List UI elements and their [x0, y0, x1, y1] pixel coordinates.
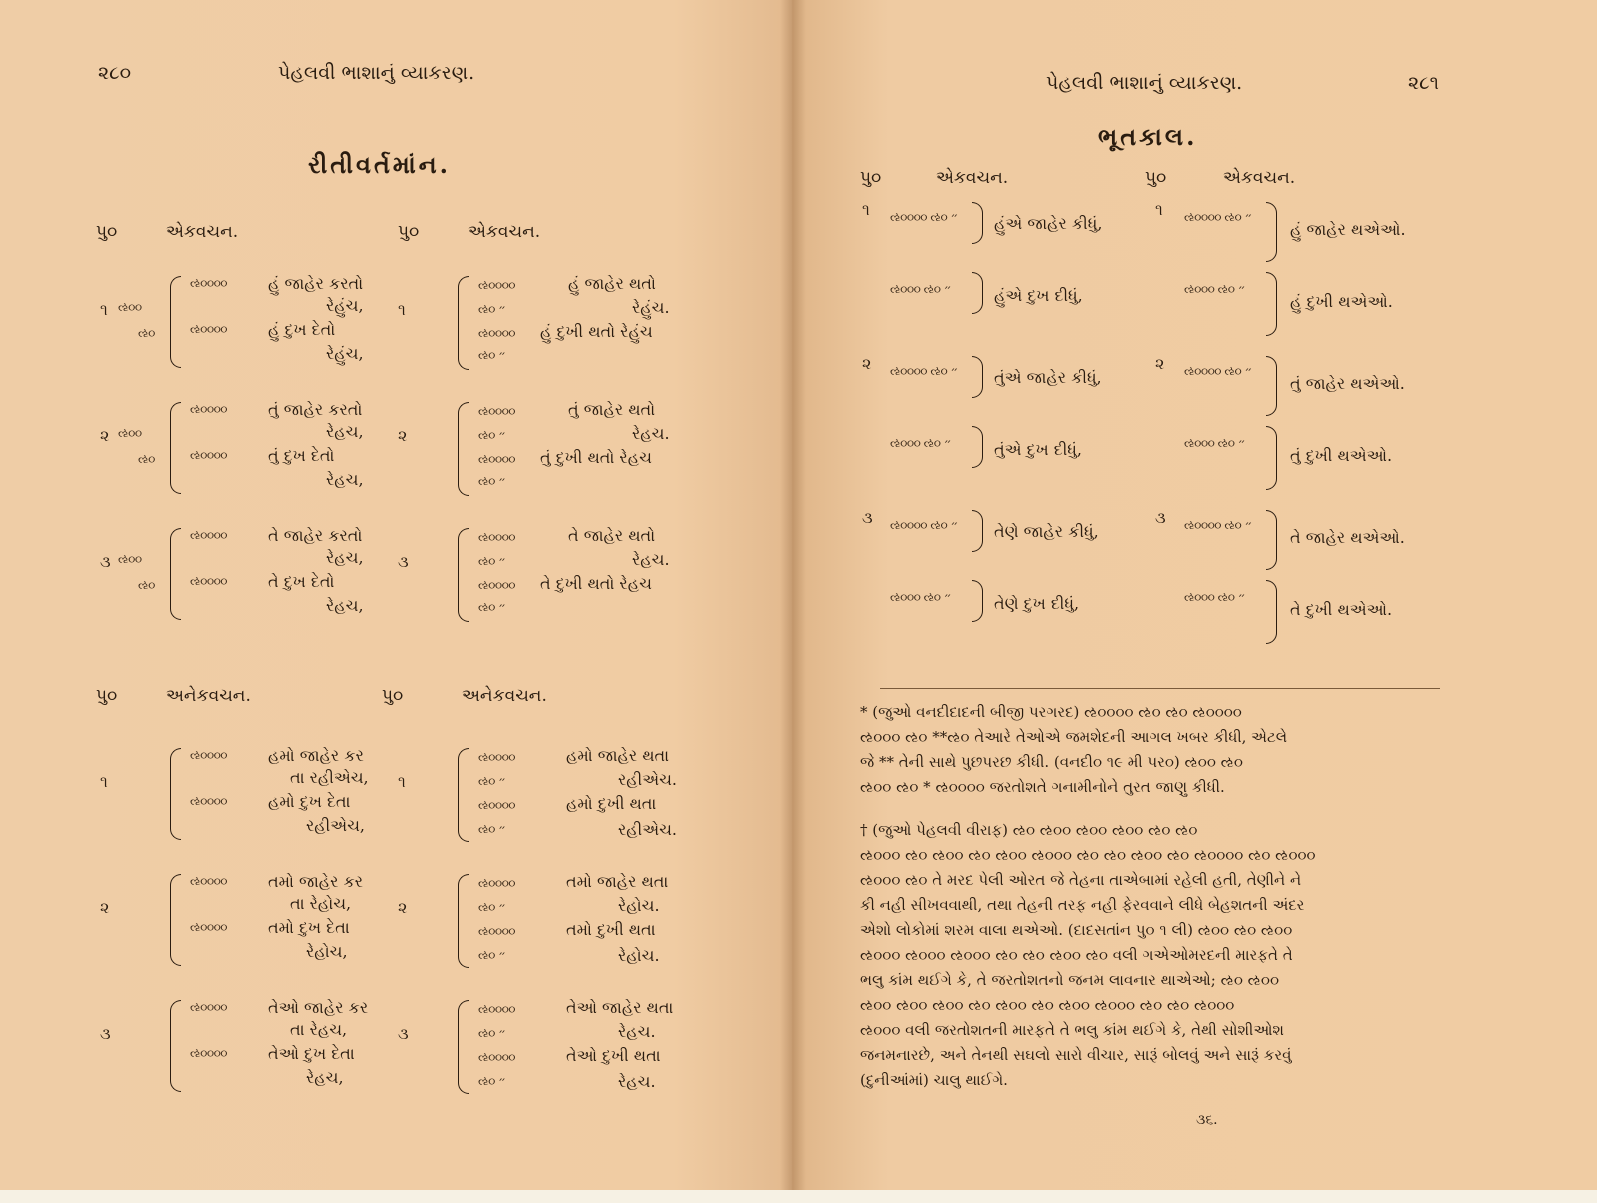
gujarati-gloss: રહીએચ.: [618, 770, 677, 789]
pahlavi-verb: ઌ૦૦૦ ઌ૦ ״: [890, 282, 951, 296]
number-label: એકવચન.: [936, 168, 1009, 188]
pahlavi-pronoun: ઌ૦૦: [118, 552, 142, 566]
pahlavi-pronoun: ઌ૦: [138, 326, 155, 340]
footnote-rule: [880, 688, 1440, 689]
gujarati-gloss: રેહચ.: [618, 1022, 656, 1041]
right-running-head: પેહલવી ભાશાનું વ્યાકરણ.: [1046, 72, 1243, 94]
pahlavi-verb: ઌ૦૦૦૦: [190, 574, 228, 588]
gujarati-gloss: તેણે દુખ દીધું,: [994, 594, 1080, 613]
ditto-mark: ઌ૦ ״: [478, 600, 506, 614]
brace: [170, 748, 181, 840]
gujarati-gloss: તુંએ જાહેર કીધું,: [994, 368, 1102, 387]
person-number: ૩: [862, 508, 873, 527]
gujarati-gloss: હમો દુખી થતા: [566, 794, 657, 813]
pahlavi-verb: ઌ૦૦૦૦ ઌ૦ ״: [890, 364, 958, 378]
person-label: પુ૦: [96, 222, 118, 242]
gujarati-gloss: તેઓ જાહેર કર: [268, 998, 369, 1017]
gujarati-gloss: તેઓ દુખી થતા: [566, 1046, 661, 1065]
pahlavi-pronoun: ઌ૦૦: [118, 426, 142, 440]
pahlavi-pronoun: ઌ૦૦: [118, 300, 142, 314]
brace: [170, 1000, 181, 1092]
gujarati-gloss: હું જાહેર કરતો: [268, 274, 364, 293]
ditto-mark: ઌ૦ ״: [478, 900, 506, 914]
person-label: પુ૦: [860, 168, 882, 188]
left-plural-heading-2: [382, 686, 547, 706]
pahlavi-verb: ઌ૦૦૦૦: [478, 530, 516, 544]
person-number: ૧: [398, 772, 406, 791]
person-number: ૧: [100, 772, 108, 791]
person-number: ૩: [100, 552, 111, 571]
gujarati-gloss: તમો દુખ દેતા: [268, 918, 350, 937]
gujarati-gloss: હમો જાહેર કર: [268, 746, 364, 765]
person-number: ૧: [398, 300, 406, 319]
pahlavi-verb: ઌ૦૦૦૦: [478, 278, 516, 292]
number-label: એકવચન.: [468, 222, 541, 242]
gujarati-gloss: રેહોચ.: [618, 896, 660, 915]
pahlavi-verb: ઌ૦૦૦ ઌ૦ ״: [890, 590, 951, 604]
person-label: પુ૦: [382, 686, 404, 706]
ditto-mark: ઌ૦ ״: [478, 348, 506, 362]
ditto-mark: ઌ૦ ״: [478, 948, 506, 962]
pahlavi-verb: ઌ૦૦૦૦ ઌ૦ ״: [890, 518, 958, 532]
brace: [1266, 426, 1277, 490]
gujarati-gloss: રેહુંચ,: [326, 296, 364, 315]
pahlavi-verb: ઌ૦૦૦૦: [190, 874, 228, 888]
person-number: ૧: [1155, 200, 1163, 219]
footnote-line: ઌ૦૦૦ ઌ૦૦૦ ઌ૦૦૦ ઌ૦ ઌ૦ ઌ૦૦ ઌ૦ વલી ગએઓમરદની મારફતે તે: [860, 946, 1293, 964]
footnote-line: ઌ૦૦ ઌ૦૦ ઌ૦૦ ઌ૦ ઌ૦૦ ઌ૦ ઌ૦૦ ઌ૦૦૦ ઌ૦ ઌ૦ ઌ૦૦૦: [860, 996, 1235, 1014]
footnote-line: એશો લોકોમાં શરમ વાલા થએઓ. (દાદસતાંન પુ૦ ૧ લી) ઌ૦૦ ઌ૦ ઌ૦૦: [860, 921, 1293, 939]
footnote-line: (દુનીઆંમાં) ચાલુ થાઈગે.: [860, 1071, 1008, 1089]
pahlavi-verb: ઌ૦૦૦૦: [190, 528, 228, 542]
gujarati-gloss: હું જાહેર થએઓ.: [1290, 220, 1406, 239]
gujarati-gloss: તુંએ દુખ દીધું,: [994, 440, 1082, 459]
gujarati-gloss: તમો જાહેર કર: [268, 872, 364, 891]
pahlavi-verb: ઌ૦૦૦૦: [190, 1046, 228, 1060]
footnote-line: ઌ૦૦૦ ઌ૦ ઌ૦૦ ઌ૦ ઌ૦૦ ઌ૦૦૦ ઌ૦ ઌ૦ ઌ૦૦ ઌ૦ ઌ૦૦૦૦ ઌ૦ ઌ૦૦૦: [860, 846, 1316, 864]
person-number: ૩: [1155, 508, 1166, 527]
pahlavi-verb: ઌ૦૦૦ ઌ૦ ״: [1184, 282, 1245, 296]
brace: [1266, 510, 1277, 570]
person-number: ૧: [100, 300, 108, 319]
person-number: ૨: [398, 426, 408, 445]
brace: [458, 874, 469, 968]
person-number: ૨: [100, 426, 110, 445]
gujarati-gloss: તે જાહેર કરતો: [268, 526, 363, 545]
gujarati-gloss: રેહચ.: [618, 1072, 656, 1091]
left-singular-heading-2: [398, 222, 540, 242]
pahlavi-verb: ઌ૦૦૦૦: [190, 276, 228, 290]
pahlavi-verb: ઌ૦૦૦૦: [478, 452, 516, 466]
gujarati-gloss: રહીએચ,: [306, 816, 365, 835]
brace: [972, 580, 983, 622]
brace: [972, 356, 983, 398]
person-label: પુ૦: [398, 222, 420, 242]
gujarati-gloss: તમો જાહેર થતા: [566, 872, 669, 891]
footnote-line: † (જુઓ પેહલવી વીરાફ) ઌ૦ ઌ૦૦ ઌ૦૦ ઌ૦૦ ઌ૦ ઌ૦: [860, 821, 1198, 839]
pahlavi-verb: ઌ૦૦૦૦: [478, 1002, 516, 1016]
gujarati-gloss: તે જાહેર થતો: [568, 526, 656, 545]
ditto-mark: ઌ૦ ״: [478, 302, 506, 316]
book-spine: [780, 0, 806, 1190]
brace: [170, 874, 181, 966]
brace: [1266, 272, 1277, 336]
gujarati-gloss: રેહચ,: [326, 596, 364, 615]
gujarati-gloss: તું દુખ દેતો: [268, 446, 335, 465]
footnote-line: ઌ૦૦૦ વલી જરતોશતની મારફતે તે ભલુ કાંમ થઈગે કે, તેથી સોશીઓશ: [860, 1021, 1284, 1039]
pahlavi-verb: ઌ૦૦૦૦: [190, 748, 228, 762]
right-page-number: ૨૮૧: [1408, 72, 1439, 94]
ditto-mark: ઌ૦ ״: [478, 428, 506, 442]
footnote-dagger: [860, 818, 1450, 1093]
right-heading-col2: [1145, 168, 1295, 188]
gujarati-gloss: રેહચ.: [632, 424, 670, 443]
pahlavi-verb: ઌ૦૦૦૦ ઌ૦ ״: [890, 210, 958, 224]
pahlavi-verb: ઌ૦૦૦ ઌ૦ ״: [1184, 590, 1245, 604]
pahlavi-verb: ઌ૦૦૦૦ ઌ૦ ״: [1184, 518, 1252, 532]
gujarati-gloss: તું દુખી થતો રેહચ: [540, 448, 652, 467]
pahlavi-verb: ઌ૦૦૦૦: [190, 794, 228, 808]
pahlavi-verb: ઌ૦૦૦૦: [478, 798, 516, 812]
ditto-mark: ઌ૦ ״: [478, 554, 506, 568]
number-label: અનેકવચન.: [462, 686, 547, 706]
brace: [458, 276, 469, 370]
gujarati-gloss: રેહચ,: [326, 470, 364, 489]
brace: [170, 276, 181, 368]
brace: [1266, 356, 1277, 416]
left-section-title: રીતીવર્તમાંન.: [308, 150, 451, 179]
pahlavi-pronoun: ઌ૦: [138, 578, 155, 592]
footnote-line: ઌ૦૦૦ ઌ૦ **ઌ૦ તેઆરે તેઓએ જમશેદની આગલ ખબર કીધી, એટલે: [860, 728, 1288, 746]
person-label: પુ૦: [96, 686, 118, 706]
ditto-mark: ઌ૦ ״: [478, 1074, 506, 1088]
pahlavi-verb: ઌ૦૦૦૦: [478, 750, 516, 764]
pahlavi-verb: ઌ૦૦૦૦: [190, 920, 228, 934]
left-running-head: પેહલવી ભાશાનું વ્યાકરણ.: [278, 62, 475, 84]
brace: [458, 1000, 469, 1094]
brace: [972, 426, 983, 468]
gujarati-gloss: તું દુખી થએઓ.: [1290, 446, 1393, 465]
footnote-line: ઌ૦૦૦ ઌ૦ તે મરદ પેલી ઓરત જે તેહના તાએબામાં રહેલી હતી, તેણીને ને: [860, 871, 1302, 889]
footnote-line: ભલુ કાંમ થઈગે કે, તે જરતોશતનો જનમ લાવનાર થાએઓ; ઌ૦ ઌ૦૦: [860, 971, 1279, 989]
number-label: એકવચન.: [166, 222, 239, 242]
gujarati-gloss: તે દુખ દેતો: [268, 572, 335, 591]
gujarati-gloss: હમો દુખ દેતા: [268, 792, 351, 811]
gujarati-gloss: રેહચ,: [326, 422, 364, 441]
gujarati-gloss: હું દુખ દેતો: [268, 320, 336, 339]
gujarati-gloss: તા રહીએચ,: [290, 768, 369, 787]
gujarati-gloss: રેહોચ.: [618, 946, 660, 965]
pahlavi-verb: ઌ૦૦૦૦: [478, 924, 516, 938]
person-number: ૨: [398, 898, 408, 917]
gujarati-gloss: રહીએચ.: [618, 820, 677, 839]
pahlavi-verb: ઌ૦૦૦૦: [190, 322, 228, 336]
right-heading-col1: [860, 168, 1008, 188]
footnote-line: * (જુઓ વનદીદાદની બીજી પરગરદ) ઌ૦૦૦૦ ઌ૦ ઌ૦ ઌ૦૦૦૦: [860, 703, 1242, 721]
pahlavi-verb: ઌ૦૦૦૦: [478, 876, 516, 890]
signature-mark: ૩૬.: [1196, 1112, 1218, 1128]
person-number: ૩: [398, 1024, 409, 1043]
person-number: ૧: [862, 200, 870, 219]
person-number: ૨: [100, 898, 110, 917]
left-singular-heading-1: [96, 222, 238, 242]
brace: [458, 748, 469, 842]
person-number: ૨: [862, 354, 872, 373]
footnote-line: જનમનારછે, અને તેનથી સઘલો સારો વીચાર, સારૂં બોલવું અને સારૂં કરવું: [860, 1046, 1292, 1064]
gujarati-gloss: હું જાહેર થતો: [568, 274, 656, 293]
left-page-number: ૨૮૦: [98, 62, 132, 84]
gujarati-gloss: તેણે જાહેર કીધું,: [994, 522, 1099, 541]
brace: [972, 510, 983, 552]
brace: [458, 528, 469, 622]
footnote-line: જે ** તેની સાથે પુછપરછ કીધી. (વનદી૦ ૧૯ મી પર૦) ઌ૦૦ ઌ૦: [860, 753, 1243, 771]
gujarati-gloss: રેહુંચ.: [632, 298, 670, 317]
brace: [170, 402, 181, 494]
gujarati-gloss: હું દુખી થતો રેહુંચ: [540, 322, 653, 341]
brace: [1266, 202, 1277, 262]
gujarati-gloss: તા રેહચ,: [290, 1020, 348, 1039]
gujarati-gloss: હુંએ જાહેર કીધું,: [994, 214, 1103, 233]
gujarati-gloss: રેહચ,: [326, 548, 364, 567]
pahlavi-verb: ઌ૦૦૦૦: [478, 326, 516, 340]
gujarati-gloss: હું દુખી થએઓ.: [1290, 292, 1393, 311]
gujarati-gloss: તું જાહેર થતો: [568, 400, 656, 419]
brace: [972, 202, 983, 244]
gujarati-gloss: તે જાહેર થએઓ.: [1290, 528, 1405, 547]
brace: [458, 402, 469, 496]
gujarati-gloss: રેહચ,: [306, 1068, 344, 1087]
gujarati-gloss: તે દુખી થતો રેહચ: [540, 574, 652, 593]
pahlavi-verb: ઌ૦૦૦૦: [190, 1000, 228, 1014]
brace: [170, 528, 181, 620]
person-label: પુ૦: [1145, 168, 1167, 188]
gujarati-gloss: તું જાહેર થએઓ.: [1290, 374, 1405, 393]
footnote-line: ઌ૦૦ ઌ૦ * ઌ૦૦૦૦ જરતોશતે ગનામીનોને તુરત જાણુ કીધી.: [860, 778, 1225, 796]
pahlavi-verb: ઌ૦૦૦૦: [190, 402, 228, 416]
gujarati-gloss: રેહોચ,: [306, 942, 348, 961]
person-number: ૩: [398, 552, 409, 571]
gujarati-gloss: તા રેહોચ,: [290, 894, 352, 913]
pahlavi-verb: ઌ૦૦૦૦: [478, 578, 516, 592]
ditto-mark: ઌ૦ ״: [478, 822, 506, 836]
footnote-star: [860, 700, 1450, 800]
pahlavi-verb: ઌ૦૦૦૦: [190, 448, 228, 462]
ditto-mark: ઌ૦ ״: [478, 1026, 506, 1040]
gujarati-gloss: તે દુખી થએઓ.: [1290, 600, 1393, 619]
gujarati-gloss: તેઓ જાહેર થતા: [566, 998, 674, 1017]
left-plural-heading-1: [96, 686, 251, 706]
number-label: એકવચન.: [1223, 168, 1296, 188]
pahlavi-verb: ઌ૦૦૦૦ ઌ૦ ״: [1184, 364, 1252, 378]
ditto-mark: ઌ૦ ״: [478, 474, 506, 488]
gujarati-gloss: તું જાહેર કરતો: [268, 400, 363, 419]
gujarati-gloss: રેહચ.: [632, 550, 670, 569]
gujarati-gloss: રેહુંચ,: [326, 344, 364, 363]
gujarati-gloss: તેઓ દુખ દેતા: [268, 1044, 355, 1063]
gujarati-gloss: હમો જાહેર થતા: [566, 746, 670, 765]
pahlavi-pronoun: ઌ૦: [138, 452, 155, 466]
gujarati-gloss: હુંએ દુખ દીધું,: [994, 286, 1083, 305]
pahlavi-verb: ઌ૦૦૦૦: [478, 1050, 516, 1064]
person-number: ૩: [100, 1024, 111, 1043]
pahlavi-verb: ઌ૦૦૦૦ ઌ૦ ״: [1184, 210, 1252, 224]
brace: [1266, 580, 1277, 644]
ditto-mark: ઌ૦ ״: [478, 774, 506, 788]
number-label: અનેકવચન.: [166, 686, 251, 706]
right-section-title: ભૂતકાલ.: [1098, 122, 1198, 151]
pahlavi-verb: ઌ૦૦૦ ઌ૦ ״: [1184, 436, 1245, 450]
person-number: ૨: [1155, 354, 1165, 373]
brace: [972, 272, 983, 314]
pahlavi-verb: ઌ૦૦૦ ઌ૦ ״: [890, 436, 951, 450]
pahlavi-verb: ઌ૦૦૦૦: [478, 404, 516, 418]
footnote-line: કી નહી સીખવવાથી, તથા તેહની તરફ નહી ફેરવવાને લીધે બેહશતની અંદર: [860, 896, 1305, 914]
gujarati-gloss: તમો દુખી થતા: [566, 920, 656, 939]
